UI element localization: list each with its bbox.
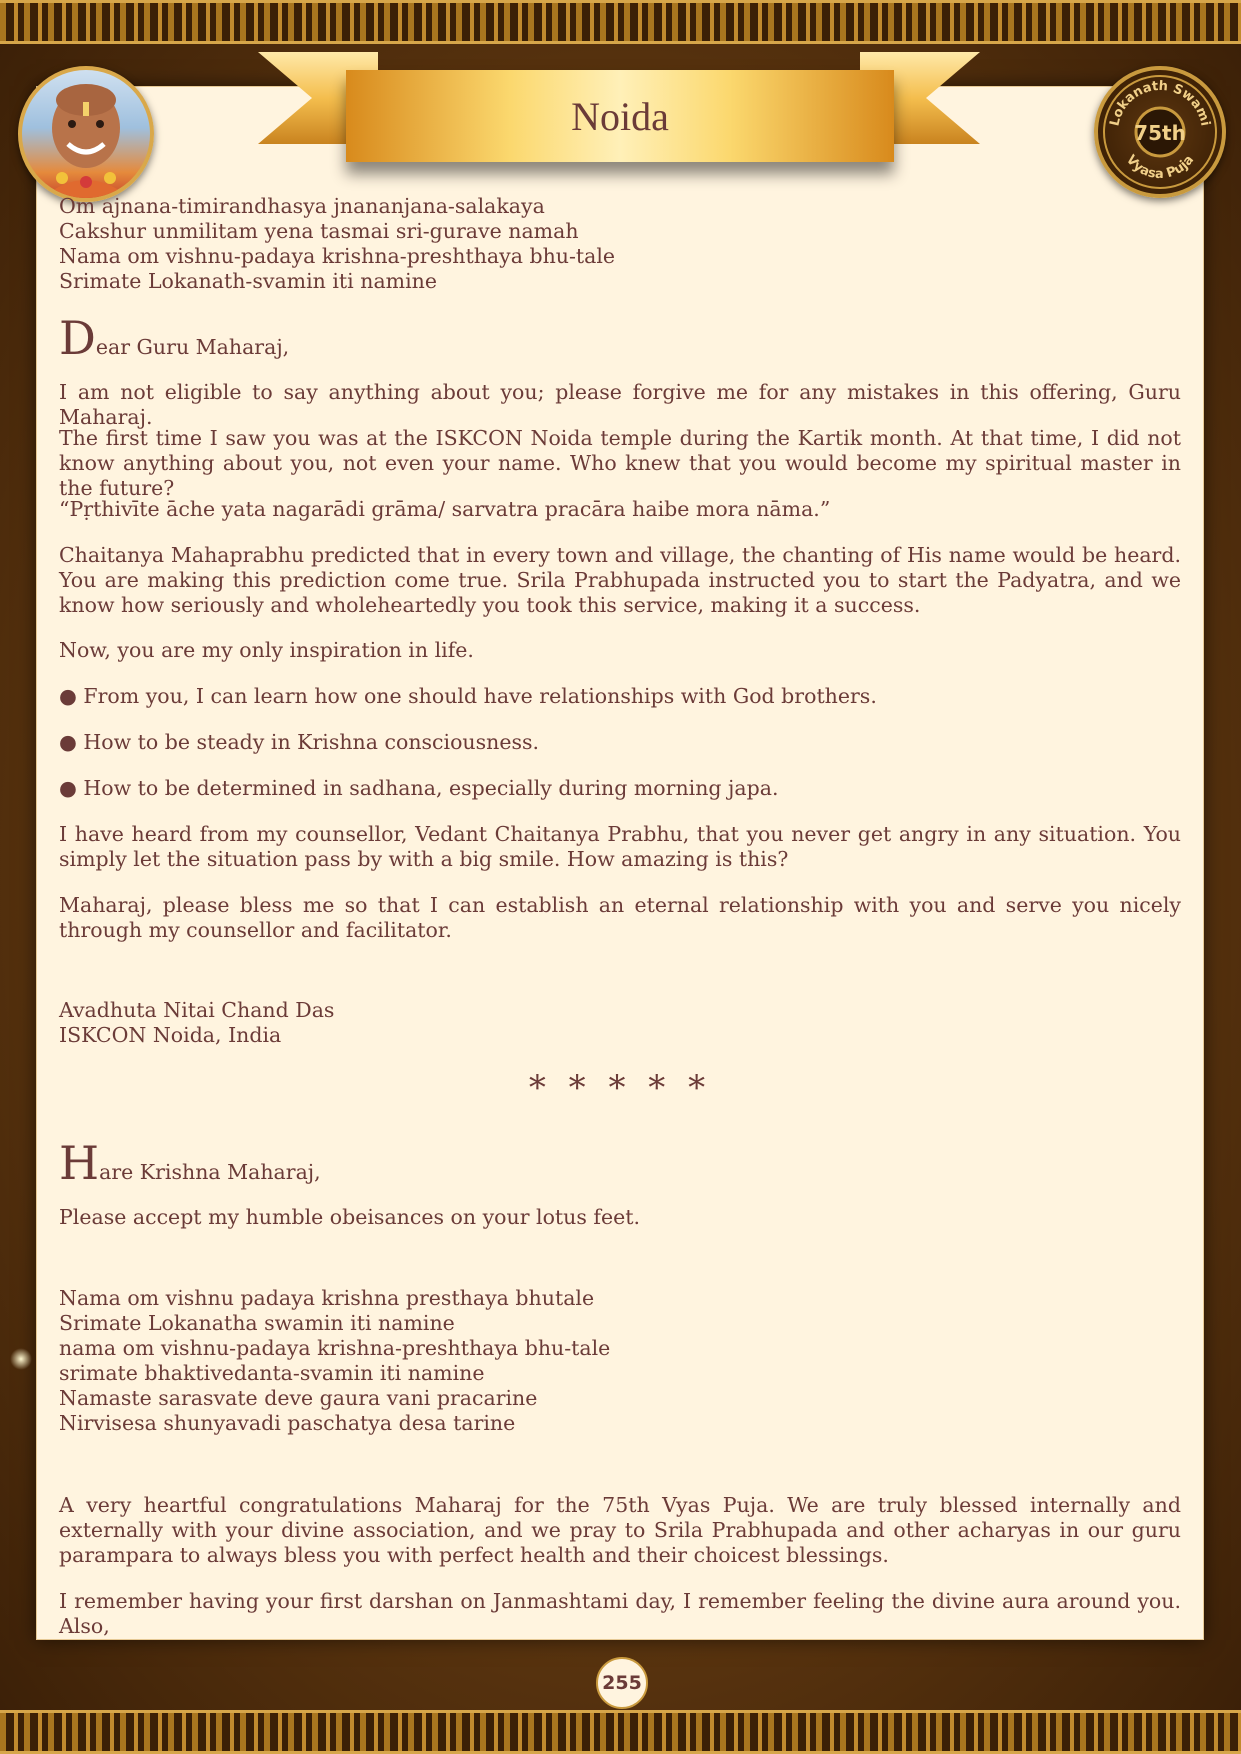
salutation-text: are Krishna Maharaj, [99,1160,321,1184]
salutation-text: ear Guru Maharaj, [95,335,290,359]
verse-block-1 [59,194,1181,294]
paragraph: “Pṛthivīte āche yata nagarādi grāma/ sarvatra pracāra haibe mora nāma.” [59,497,831,521]
seal-bottom-text: Vyasa Puja [1122,152,1198,183]
decorative-border-bottom [0,1710,1241,1754]
bullet-item: ● How to be steady in Krishna consciousness. [59,730,540,754]
guru-portrait [18,66,154,202]
verse-line: Om ajnana-timirandhasya jnananjana-salakaya [59,194,545,218]
paragraph: Please accept my humble obeisances on your lotus feet. [59,1205,641,1229]
paragraph: I remember having your first darshan on Janmashtami day, I remember feeling the divine aura around you. Also, [59,1589,1181,1638]
title-ribbon [346,70,894,162]
salutation-1 [59,311,1181,365]
paragraph: Now, you are my only inspiration in life. [59,638,474,662]
salutation-2 [59,1136,1181,1190]
paragraph: Chaitanya Mahaprabhu predicted that in every town and village, the chanting of His name would be heard. You are making this prediction come true. Srila Prabhupada instructed you to start the Padyatra, and we know how seriously and wholeheartedly you took this service, making it a success. [59,543,1181,617]
section-separator: * * * * * [528,1068,712,1108]
sparkle-decoration [10,1348,32,1370]
seal-top-text: Lokanath Swami [1107,78,1213,128]
paragraph: Maharaj, please bless me so that I can establish an eternal relationship with you and serve you nicely through my counsellor and facilitator. [59,893,1181,942]
drop-cap: D [59,311,96,365]
verse-block-2 [59,1286,1181,1436]
signature-location: ISKCON Noida, India [59,1023,282,1047]
verse-line: nama om vishnu-padaya krishna-preshthaya bhu-tale [59,1336,611,1360]
paragraph: A very heartful congratulations Maharaj for the 75th Vyas Puja. We are truly blessed internally and externally with your divine association, and we pray to Srila Prabhupada and other acharyas in our guru parampara to always bless you with perfect health and their choicest blessings. [59,1493,1181,1567]
drop-cap: H [59,1136,100,1190]
signature-1 [59,998,1181,1048]
verse-line: Cakshur unmilitam yena tasmai sri-gurave namah [59,219,579,243]
paragraph: I am not eligible to say anything about you; please forgive me for any mistakes in this offering, Guru Maharaj. [59,380,1181,429]
signature-name: Avadhuta Nitai Chand Das [59,998,335,1022]
verse-line: Nama om vishnu padaya krishna presthaya bhutale [59,1286,595,1310]
page-title: Noida [571,93,669,139]
paragraph: The first time I saw you was at the ISKCON Noida temple during the Kartik month. At that time, I did not know anything about you, not even your name. Who knew that you would become my spiritual master in the future? [59,426,1181,500]
bullet-item: ● From you, I can learn how one should have relationships with God brothers. [59,684,877,708]
vyasa-puja-seal [1094,66,1226,198]
verse-line: Srimate Lokanatha swamin iti namine [59,1311,455,1335]
verse-line: Srimate Lokanath-svamin iti namine [59,269,437,293]
page-number: 255 [596,1657,648,1709]
seal-number: 75th [1134,121,1186,145]
verse-line: srimate bhaktivedanta-svamin iti namine [59,1361,485,1385]
verse-line: Nama om vishnu-padaya krishna-preshthaya bhu-tale [59,244,616,268]
bullet-item: ● How to be determined in sadhana, especially during morning japa. [59,776,779,800]
verse-line: Nirvisesa shunyavadi paschatya desa tarine [59,1411,516,1435]
portrait-image-icon [22,70,150,198]
paragraph: I have heard from my counsellor, Vedant Chaitanya Prabhu, that you never get angry in any situation. You simply let the situation pass by with a big smile. How amazing is this? [59,822,1181,871]
decorative-border-top [0,0,1241,44]
verse-line: Namaste sarasvate deve gaura vani pracarine [59,1386,538,1410]
